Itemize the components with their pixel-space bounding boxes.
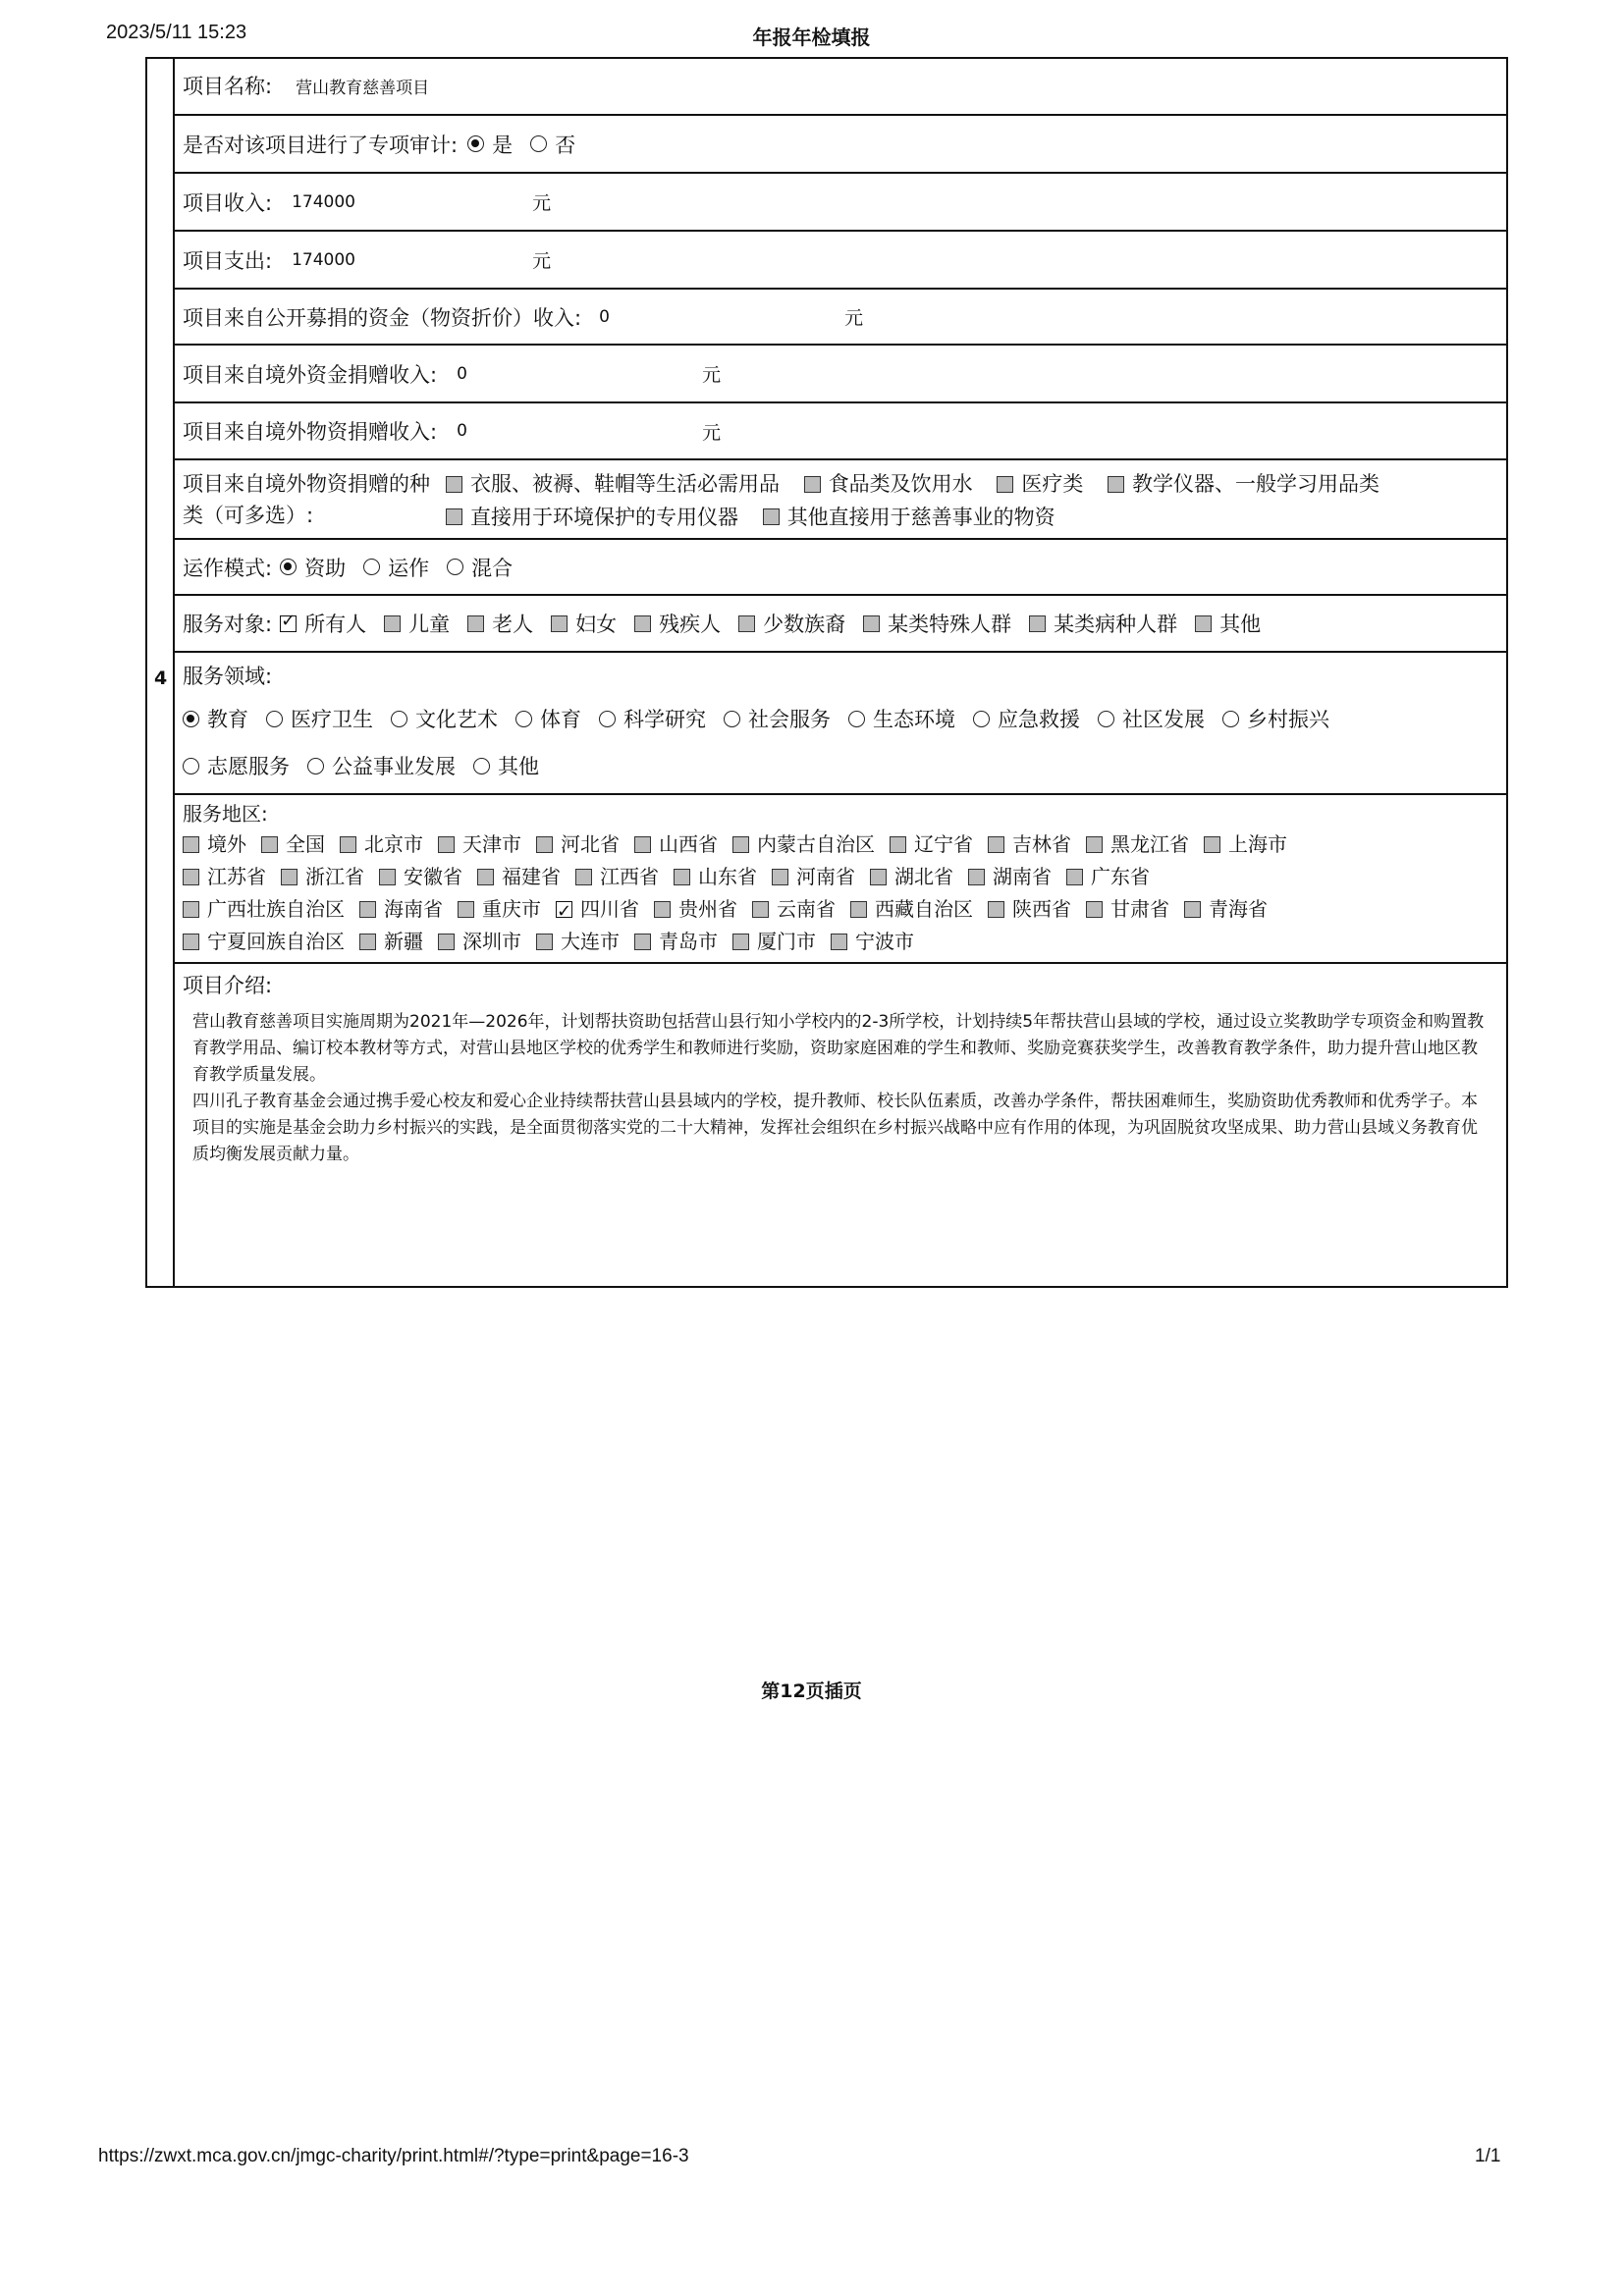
region-option[interactable] xyxy=(1204,829,1287,860)
region-option-label: 重庆市 xyxy=(482,897,541,921)
footer-page: 1/1 xyxy=(1475,2146,1501,2166)
region-option[interactable] xyxy=(183,894,345,925)
mode-option-operate[interactable] xyxy=(363,553,429,582)
region-option-label: 河南省 xyxy=(796,865,855,888)
checkbox-icon[interactable] xyxy=(379,869,396,885)
radio-selected-icon[interactable] xyxy=(280,559,297,575)
checkbox-icon[interactable] xyxy=(831,934,847,950)
goods-option-label: 食品类及饮用水 xyxy=(828,472,973,496)
targets-label: 服务对象: xyxy=(183,613,273,636)
checkbox-icon[interactable] xyxy=(1184,901,1201,918)
region-option[interactable] xyxy=(359,927,423,957)
audit-option-no[interactable] xyxy=(530,130,575,159)
insert-page-label: 第12页插页 xyxy=(761,1681,862,1702)
region-option-label: 海南省 xyxy=(384,897,443,921)
target-option[interactable] xyxy=(1195,609,1261,638)
goods-option-label: 直接用于环境保护的专用仪器 xyxy=(470,505,738,529)
checkbox-icon[interactable] xyxy=(183,869,199,885)
mode-option-fund[interactable] xyxy=(280,553,346,582)
fields-label: 服务领域: xyxy=(183,665,273,688)
region-option-label: 宁波市 xyxy=(855,930,914,953)
row-number: 4 xyxy=(154,667,168,689)
region-option[interactable] xyxy=(556,894,639,925)
field-option-label: 志愿服务 xyxy=(207,755,290,778)
goods-option[interactable] xyxy=(1108,468,1380,500)
checkbox-icon[interactable] xyxy=(1029,615,1046,632)
field-option-label: 公益事业发展 xyxy=(332,755,456,778)
audit-no-label: 否 xyxy=(555,133,576,157)
region-option-label: 厦门市 xyxy=(757,930,816,953)
checkbox-icon[interactable] xyxy=(654,901,671,918)
target-option[interactable] xyxy=(467,609,533,638)
target-option-label: 某类病种人群 xyxy=(1054,613,1178,636)
radio-icon[interactable] xyxy=(363,559,380,575)
public-fund-unit: 元 xyxy=(844,307,864,329)
field-option-label: 社会服务 xyxy=(748,708,831,731)
checkbox-icon[interactable] xyxy=(1204,836,1220,853)
field-option[interactable] xyxy=(973,704,1080,733)
checkbox-icon[interactable] xyxy=(281,869,298,885)
region-option[interactable] xyxy=(536,829,620,860)
target-option-label: 儿童 xyxy=(408,613,451,636)
regions-row xyxy=(183,862,1508,894)
region-option[interactable] xyxy=(870,862,953,892)
field-option[interactable] xyxy=(724,704,831,733)
mode-option-mixed[interactable] xyxy=(447,553,513,582)
region-option-label: 西藏自治区 xyxy=(875,897,973,921)
checkbox-icon[interactable] xyxy=(551,615,568,632)
public-fund-label: 项目来自公开募捐的资金（物资折价）收入: xyxy=(183,305,582,330)
checkbox-icon[interactable] xyxy=(536,934,553,950)
field-option-label: 应急救援 xyxy=(998,708,1080,731)
region-option[interactable] xyxy=(634,927,718,957)
region-option[interactable] xyxy=(732,829,875,860)
goods-option-label: 教学仪器、一般学习用品类 xyxy=(1132,472,1380,496)
checkbox-icon[interactable] xyxy=(870,869,887,885)
target-option-label: 某类特殊人群 xyxy=(888,613,1012,636)
region-option-label: 安徽省 xyxy=(404,865,462,888)
region-option[interactable] xyxy=(458,894,541,925)
field-option-label: 社区发展 xyxy=(1122,708,1205,731)
expense-value: 174000 xyxy=(292,249,355,270)
goods-option-label: 其他直接用于慈善事业的物资 xyxy=(786,505,1055,529)
field-option[interactable] xyxy=(848,704,955,733)
region-option[interactable] xyxy=(890,829,973,860)
field-option[interactable] xyxy=(515,704,581,733)
checkbox-icon[interactable] xyxy=(359,934,376,950)
goods-option-label: 衣服、被褥、鞋帽等生活必需用品 xyxy=(470,472,780,496)
radio-icon[interactable] xyxy=(530,135,547,152)
foreign-cash-row xyxy=(173,346,1508,403)
checkbox-icon[interactable] xyxy=(1086,836,1103,853)
checkbox-icon[interactable] xyxy=(446,476,462,493)
region-option-label: 湖南省 xyxy=(993,865,1052,888)
project-name-label: 项目名称: xyxy=(183,75,273,98)
goods-types-label xyxy=(183,468,446,531)
region-option[interactable] xyxy=(988,894,1071,925)
goods-option[interactable] xyxy=(446,502,738,533)
project-name-row xyxy=(173,57,1508,116)
region-option[interactable] xyxy=(183,927,345,957)
intro-block xyxy=(173,964,1508,1288)
checkbox-icon[interactable] xyxy=(674,869,690,885)
region-option[interactable] xyxy=(850,894,973,925)
region-option-label: 广西壮族自治区 xyxy=(207,897,345,921)
field-option[interactable] xyxy=(1222,704,1329,733)
checkbox-icon[interactable] xyxy=(763,508,780,525)
expense-unit: 元 xyxy=(532,250,552,272)
checkbox-icon[interactable] xyxy=(340,836,356,853)
checkbox-icon[interactable] xyxy=(738,615,755,632)
target-option[interactable] xyxy=(863,609,1011,638)
checkbox-icon[interactable] xyxy=(1086,901,1103,918)
checkbox-icon[interactable] xyxy=(467,615,484,632)
radio-icon[interactable] xyxy=(515,711,532,727)
checkbox-icon[interactable] xyxy=(1108,476,1124,493)
target-option-label: 所有人 xyxy=(304,613,367,636)
region-option-label: 山西省 xyxy=(659,832,718,856)
region-option[interactable] xyxy=(1066,862,1150,892)
region-option[interactable] xyxy=(674,862,757,892)
region-option-label: 青海省 xyxy=(1209,897,1268,921)
income-value: 174000 xyxy=(292,191,355,212)
field-option-label: 科学研究 xyxy=(623,708,706,731)
foreign-cash-label: 项目来自境外资金捐赠收入: xyxy=(183,362,438,387)
checkbox-icon[interactable] xyxy=(183,934,199,950)
field-option[interactable] xyxy=(473,751,539,780)
region-option-label: 山东省 xyxy=(698,865,757,888)
regions-row xyxy=(183,829,1508,862)
foreign-goods-row xyxy=(173,403,1508,460)
checkbox-icon[interactable] xyxy=(183,901,199,918)
region-option-label: 境外 xyxy=(207,832,246,856)
region-option-label: 新疆 xyxy=(384,930,423,953)
goods-option[interactable] xyxy=(446,468,780,500)
field-option[interactable] xyxy=(266,704,373,733)
print-date: 2023/5/11 15:23 xyxy=(106,22,247,43)
audit-row xyxy=(173,116,1508,174)
expense-row xyxy=(173,232,1508,290)
region-option-label: 天津市 xyxy=(462,832,521,856)
region-option[interactable] xyxy=(477,862,561,892)
target-option[interactable] xyxy=(280,609,366,638)
income-label: 项目收入: xyxy=(183,190,273,215)
region-option-label: 江西省 xyxy=(600,865,659,888)
radio-icon[interactable] xyxy=(599,711,616,727)
field-option[interactable] xyxy=(183,704,248,733)
region-option[interactable] xyxy=(379,862,462,892)
mode-option-label: 混合 xyxy=(471,556,514,580)
target-option[interactable] xyxy=(634,609,721,638)
region-option-label: 甘肃省 xyxy=(1110,897,1169,921)
region-option[interactable] xyxy=(1086,894,1169,925)
region-option[interactable] xyxy=(183,829,246,860)
checkbox-icon[interactable] xyxy=(988,836,1004,853)
target-option-label: 少数族裔 xyxy=(763,613,846,636)
radio-icon[interactable] xyxy=(447,559,463,575)
region-option-label: 上海市 xyxy=(1228,832,1287,856)
targets-row xyxy=(173,596,1508,653)
project-name-value: 营山教育慈善项目 xyxy=(296,78,430,98)
checkbox-icon[interactable] xyxy=(477,869,494,885)
field-option-label: 体育 xyxy=(540,708,581,731)
expense-label: 项目支出: xyxy=(183,248,273,273)
audit-option-yes[interactable] xyxy=(467,130,513,159)
regions-label: 服务地区: xyxy=(183,802,268,826)
region-option[interactable] xyxy=(1086,829,1189,860)
target-option[interactable] xyxy=(551,609,617,638)
foreign-goods-value: 0 xyxy=(457,421,467,441)
foreign-goods-unit: 元 xyxy=(702,421,722,444)
audit-yes-label: 是 xyxy=(492,133,514,157)
radio-icon[interactable] xyxy=(391,711,407,727)
region-option[interactable] xyxy=(831,927,914,957)
checkbox-icon[interactable] xyxy=(575,869,592,885)
radio-selected-icon[interactable] xyxy=(467,135,484,152)
public-fund-row xyxy=(173,290,1508,346)
region-option-label: 黑龙江省 xyxy=(1110,832,1189,856)
region-option[interactable] xyxy=(988,829,1071,860)
field-option[interactable] xyxy=(1098,704,1205,733)
region-option-label: 青岛市 xyxy=(659,930,718,953)
goods-types-label-line1: 项目来自境外物资捐赠的种 xyxy=(183,472,430,496)
region-option[interactable] xyxy=(654,894,737,925)
region-option[interactable] xyxy=(732,927,816,957)
mode-option-label: 资助 xyxy=(304,556,347,580)
region-option-label: 贵州省 xyxy=(678,897,737,921)
checkbox-icon[interactable] xyxy=(359,901,376,918)
target-option-label: 老人 xyxy=(492,613,534,636)
goods-option-label: 医疗类 xyxy=(1021,472,1084,496)
checkbox-icon[interactable] xyxy=(634,934,651,950)
checkbox-icon[interactable] xyxy=(997,476,1013,493)
field-option-label: 医疗卫生 xyxy=(291,708,373,731)
field-option[interactable] xyxy=(183,751,290,780)
region-option-label: 北京市 xyxy=(364,832,423,856)
field-option-label: 文化艺术 xyxy=(415,708,498,731)
target-option[interactable] xyxy=(738,609,845,638)
mode-row xyxy=(173,540,1508,596)
radio-icon[interactable] xyxy=(266,711,283,727)
checkbox-icon[interactable] xyxy=(752,901,769,918)
field-option-label: 乡村振兴 xyxy=(1247,708,1329,731)
goods-types-row xyxy=(173,460,1508,540)
checkbox-icon[interactable] xyxy=(863,615,880,632)
region-option[interactable] xyxy=(438,927,521,957)
field-option[interactable] xyxy=(599,704,706,733)
target-option-label: 妇女 xyxy=(575,613,618,636)
target-option[interactable] xyxy=(384,609,450,638)
region-option-label: 浙江省 xyxy=(305,865,364,888)
region-option-label: 河北省 xyxy=(561,832,620,856)
region-option-label: 云南省 xyxy=(777,897,836,921)
checkbox-icon[interactable] xyxy=(446,508,462,525)
checkbox-icon[interactable] xyxy=(384,615,401,632)
goods-types-label-line2: 类（可多选）: xyxy=(183,504,314,527)
radio-icon[interactable] xyxy=(973,711,990,727)
region-option-label: 内蒙古自治区 xyxy=(757,832,875,856)
footer-url[interactable]: https://zwxt.mca.gov.cn/jmgc-charity/print.html#/?type=print&page=16-3 xyxy=(98,2146,689,2166)
region-option-label: 江苏省 xyxy=(207,865,266,888)
foreign-goods-label: 项目来自境外物资捐赠收入: xyxy=(183,420,438,444)
checkbox-icon[interactable] xyxy=(772,869,788,885)
checkbox-icon[interactable] xyxy=(634,836,651,853)
target-option-label: 残疾人 xyxy=(659,613,722,636)
region-option[interactable] xyxy=(261,829,325,860)
region-option[interactable] xyxy=(968,862,1052,892)
checkbox-icon[interactable] xyxy=(183,836,199,853)
checkbox-icon[interactable] xyxy=(968,869,985,885)
region-option[interactable] xyxy=(575,862,659,892)
checkbox-icon[interactable] xyxy=(890,836,906,853)
regions-row xyxy=(183,894,1508,927)
radio-icon[interactable] xyxy=(1222,711,1239,727)
checkbox-checked-icon[interactable] xyxy=(280,615,297,632)
checkbox-icon[interactable] xyxy=(536,836,553,853)
radio-icon[interactable] xyxy=(473,758,490,774)
public-fund-value: 0 xyxy=(599,306,610,327)
target-option[interactable] xyxy=(1029,609,1177,638)
field-option-label: 生态环境 xyxy=(873,708,955,731)
radio-icon[interactable] xyxy=(1098,711,1114,727)
region-option-label: 福建省 xyxy=(502,865,561,888)
checkbox-icon[interactable] xyxy=(988,901,1004,918)
region-option[interactable] xyxy=(772,862,855,892)
income-row xyxy=(173,174,1508,232)
region-option-label: 辽宁省 xyxy=(914,832,973,856)
radio-icon[interactable] xyxy=(848,711,865,727)
region-option-label: 大连市 xyxy=(561,930,620,953)
mode-option-label: 运作 xyxy=(388,556,430,580)
radio-selected-icon[interactable] xyxy=(183,711,199,727)
target-option-label: 其他 xyxy=(1219,613,1262,636)
intro-paragraph-1: 营山教育慈善项目实施周期为2021年—2026年，计划帮扶资助包括营山县行知小学校内的2-3所学校，计划持续5年帮扶营山县域的学校，通过设立奖教助学专项资金和购置教育教学用品、编订校本教材等方式，对营山县地区学校的优秀学生和教师进行奖励，资助家庭困难的学生和教师、奖励竞赛获奖学生，改善教育教学条件，助力提升营山地区教育教学质量发展。 xyxy=(192,1012,1485,1085)
checkbox-icon[interactable] xyxy=(438,836,455,853)
field-option[interactable] xyxy=(391,704,498,733)
radio-icon[interactable] xyxy=(724,711,740,727)
intro-label: 项目介绍: xyxy=(183,974,273,997)
checkbox-icon[interactable] xyxy=(634,615,651,632)
regions-block xyxy=(173,795,1508,964)
regions-row xyxy=(183,927,1508,959)
checkbox-icon[interactable] xyxy=(1195,615,1212,632)
fields-block xyxy=(173,653,1508,795)
region-option-label: 广东省 xyxy=(1091,865,1150,888)
checkbox-icon[interactable] xyxy=(1066,869,1083,885)
goods-option[interactable] xyxy=(763,502,1055,533)
regions-options xyxy=(183,829,1508,959)
region-option[interactable] xyxy=(1184,894,1268,925)
checkbox-icon[interactable] xyxy=(732,836,749,853)
region-option-label: 湖北省 xyxy=(894,865,953,888)
field-option[interactable] xyxy=(307,751,456,780)
radio-icon[interactable] xyxy=(307,758,324,774)
checkbox-icon[interactable] xyxy=(458,901,474,918)
field-option-label: 其他 xyxy=(498,755,539,778)
region-option[interactable] xyxy=(438,829,521,860)
region-option[interactable] xyxy=(281,862,364,892)
field-option-label: 教育 xyxy=(207,708,248,731)
region-option-label: 宁夏回族自治区 xyxy=(207,930,345,953)
region-option-label: 全国 xyxy=(286,832,325,856)
region-option-label: 陕西省 xyxy=(1012,897,1071,921)
region-option[interactable] xyxy=(183,862,266,892)
goods-option[interactable] xyxy=(804,468,973,500)
foreign-cash-value: 0 xyxy=(457,363,467,384)
checkbox-icon[interactable] xyxy=(732,934,749,950)
radio-icon[interactable] xyxy=(183,758,199,774)
region-option[interactable] xyxy=(752,894,836,925)
income-unit: 元 xyxy=(532,192,552,214)
intro-paragraph-2: 四川孔子教育基金会通过携手爱心校友和爱心企业持续帮扶营山县县域内的学校，提升教师、校长队伍素质，改善办学条件，帮扶困难师生，奖励资助优秀教师和优秀学子。本项目的实施是基金会助力乡村振兴的实践，是全面贯彻落实党的二十大精神，发挥社会组织在乡村振兴战略中应有作用的体现，为巩固脱贫攻坚成果、助力营山县域义务教育优质均衡发展贡献力量。 xyxy=(192,1092,1478,1164)
region-option[interactable] xyxy=(359,894,443,925)
region-option-label: 吉林省 xyxy=(1012,832,1071,856)
checkbox-icon[interactable] xyxy=(438,934,455,950)
region-option[interactable] xyxy=(340,829,423,860)
region-option[interactable] xyxy=(634,829,718,860)
foreign-cash-unit: 元 xyxy=(702,364,722,386)
checkbox-icon[interactable] xyxy=(804,476,821,493)
checkbox-checked-icon[interactable] xyxy=(556,901,572,918)
region-option-label: 深圳市 xyxy=(462,930,521,953)
goods-option[interactable] xyxy=(997,468,1083,500)
region-option[interactable] xyxy=(536,927,620,957)
checkbox-icon[interactable] xyxy=(261,836,278,853)
page-title: 年报年检填报 xyxy=(752,26,871,49)
audit-label: 是否对该项目进行了专项审计: xyxy=(183,133,459,157)
mode-label: 运作模式: xyxy=(183,556,273,580)
region-option-label: 四川省 xyxy=(580,897,639,921)
checkbox-icon[interactable] xyxy=(850,901,867,918)
